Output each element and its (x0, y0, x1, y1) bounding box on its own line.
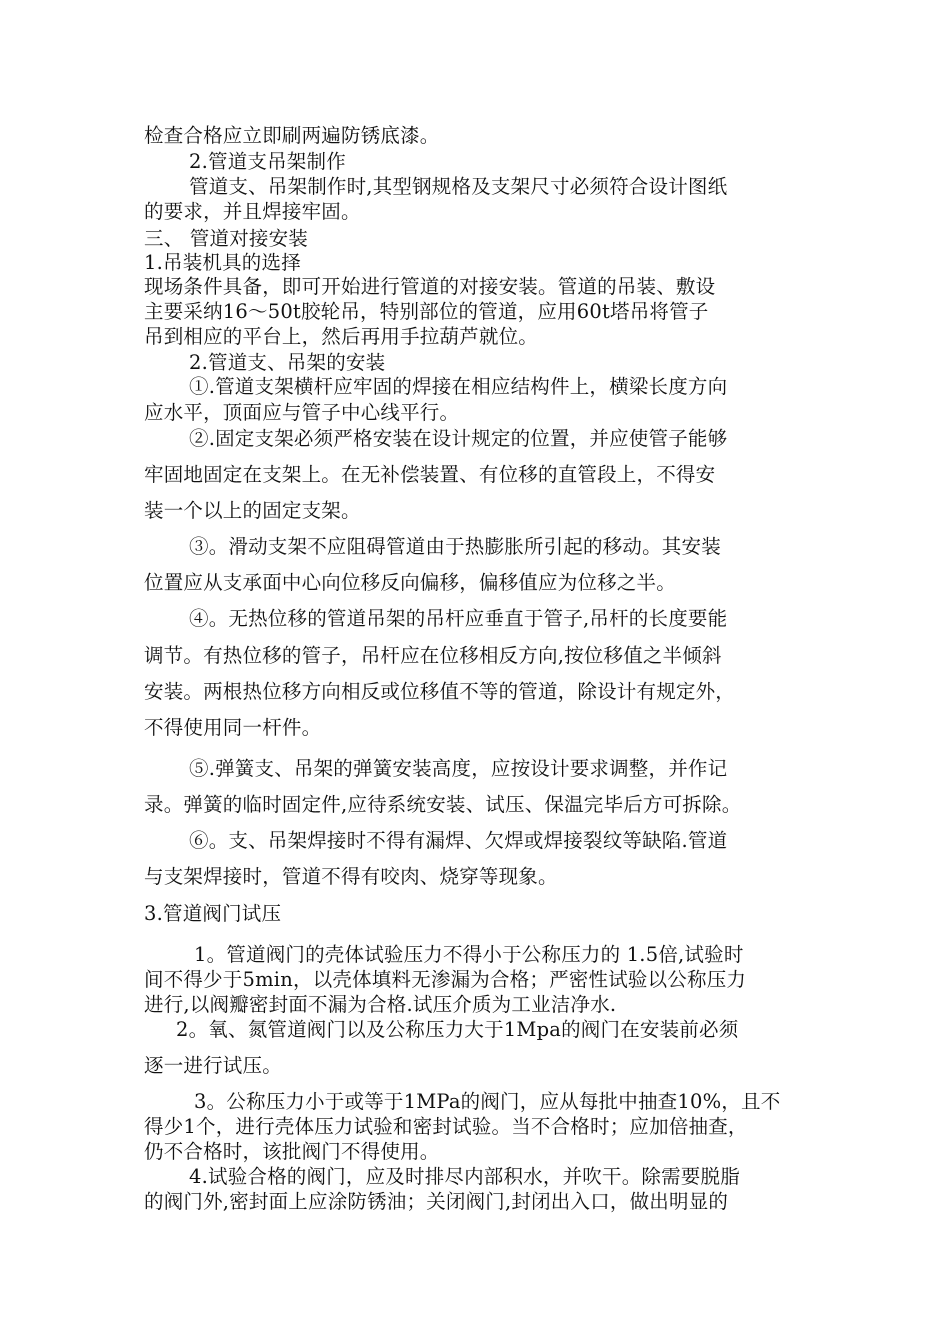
text-line: 不得使用同一杆件。 (144, 716, 322, 739)
section-heading: 2.管道支吊架制作 (189, 150, 346, 173)
text-line: 进行,以阀瓣密封面不漏为合格.试压介质为工业洁净水. (144, 993, 617, 1016)
section-heading: 1.吊装机具的选择 (144, 251, 301, 274)
text-line: ②.固定支架必须严格安装在设计规定的位置，并应使管子能够 (189, 427, 728, 450)
text-line: ⑤.弹簧支、吊架的弹簧安装高度，应按设计要求调整，并作记 (189, 757, 728, 780)
text-line: ④。无热位移的管道吊架的吊杆应垂直于管子,吊杆的长度要能 (189, 607, 728, 630)
text-line: 逐一进行试压。 (144, 1054, 282, 1077)
chapter-heading: 三、 管道对接安装 (144, 227, 308, 250)
text-line: ①.管道支架横杆应牢固的焊接在相应结构件上，横梁长度方向 (189, 375, 728, 398)
text-line: 2。氧、氮管道阀门以及公称压力大于1Mpa的阀门在安装前必须 (176, 1018, 739, 1041)
text-line: ⑥。支、吊架焊接时不得有漏焊、欠焊或焊接裂纹等缺陷.管道 (189, 829, 728, 852)
text-line: 1。管道阀门的壳体试验压力不得小于公称压力的 1.5倍,试验时 (194, 943, 744, 966)
text-line: 4.试验合格的阀门，应及时排尽内部积水，并吹干。除需要脱脂 (189, 1165, 740, 1188)
section-heading: 2.管道支、吊架的安装 (189, 351, 386, 374)
text-line: 牢固地固定在支架上。在无补偿装置、有位移的直管段上，不得安 (144, 463, 716, 486)
text-line: 与支架焊接时，管道不得有咬肉、烧穿等现象。 (144, 865, 558, 888)
text-line: 吊到相应的平台上，然后再用手拉葫芦就位。 (144, 325, 539, 348)
text-line: 仍不合格时，该批阀门不得使用。 (144, 1140, 440, 1163)
text-line: 应水平，顶面应与管子中心线平行。 (144, 401, 460, 424)
text-line: 的要求，并且焊接牢固。 (144, 200, 361, 223)
text-line: 位置应从支承面中心向位移反向偏移，偏移值应为位移之半。 (144, 571, 676, 594)
text-line: ③。滑动支架不应阻碍管道由于热膨胀所引起的移动。其安装 (189, 535, 721, 558)
text-line: 检查合格应立即刷两遍防锈底漆。 (144, 124, 440, 147)
text-line: 安装。两根热位移方向相反或位移值不等的管道，除设计有规定外， (144, 680, 736, 703)
text-line: 的阀门外,密封面上应涂防锈油；关闭阀门,封闭出入口，做出明显的 (144, 1190, 729, 1213)
text-line: 录。弹簧的临时固定件,应待系统安装、试压、保温完毕后方可拆除。 (144, 793, 742, 816)
text-line: 3。公称压力小于或等于1MPa的阀门，应从每批中抽查10%，且不 (194, 1090, 781, 1113)
text-line: 间不得少于5min，以壳体填料无渗漏为合格；严密性试验以公称压力 (144, 968, 747, 991)
text-line: 管道支、吊架制作时,其型钢规格及支架尺寸必须符合设计图纸 (189, 175, 728, 198)
text-line: 主要采纳16～50t胶轮吊，特别部位的管道，应用60t塔吊将管子 (144, 300, 709, 323)
text-line: 装一个以上的固定支架。 (144, 499, 361, 522)
text-line: 得少1个，进行壳体压力试验和密封试验。当不合格时；应加倍抽查， (144, 1115, 748, 1138)
section-heading: 3.管道阀门试压 (144, 902, 282, 925)
text-line: 调节。有热位移的管子，吊杆应在位移相反方向,按位移值之半倾斜 (144, 644, 722, 667)
text-line: 现场条件具备，即可开始进行管道的对接安装。管道的吊装、敷设 (144, 275, 716, 298)
